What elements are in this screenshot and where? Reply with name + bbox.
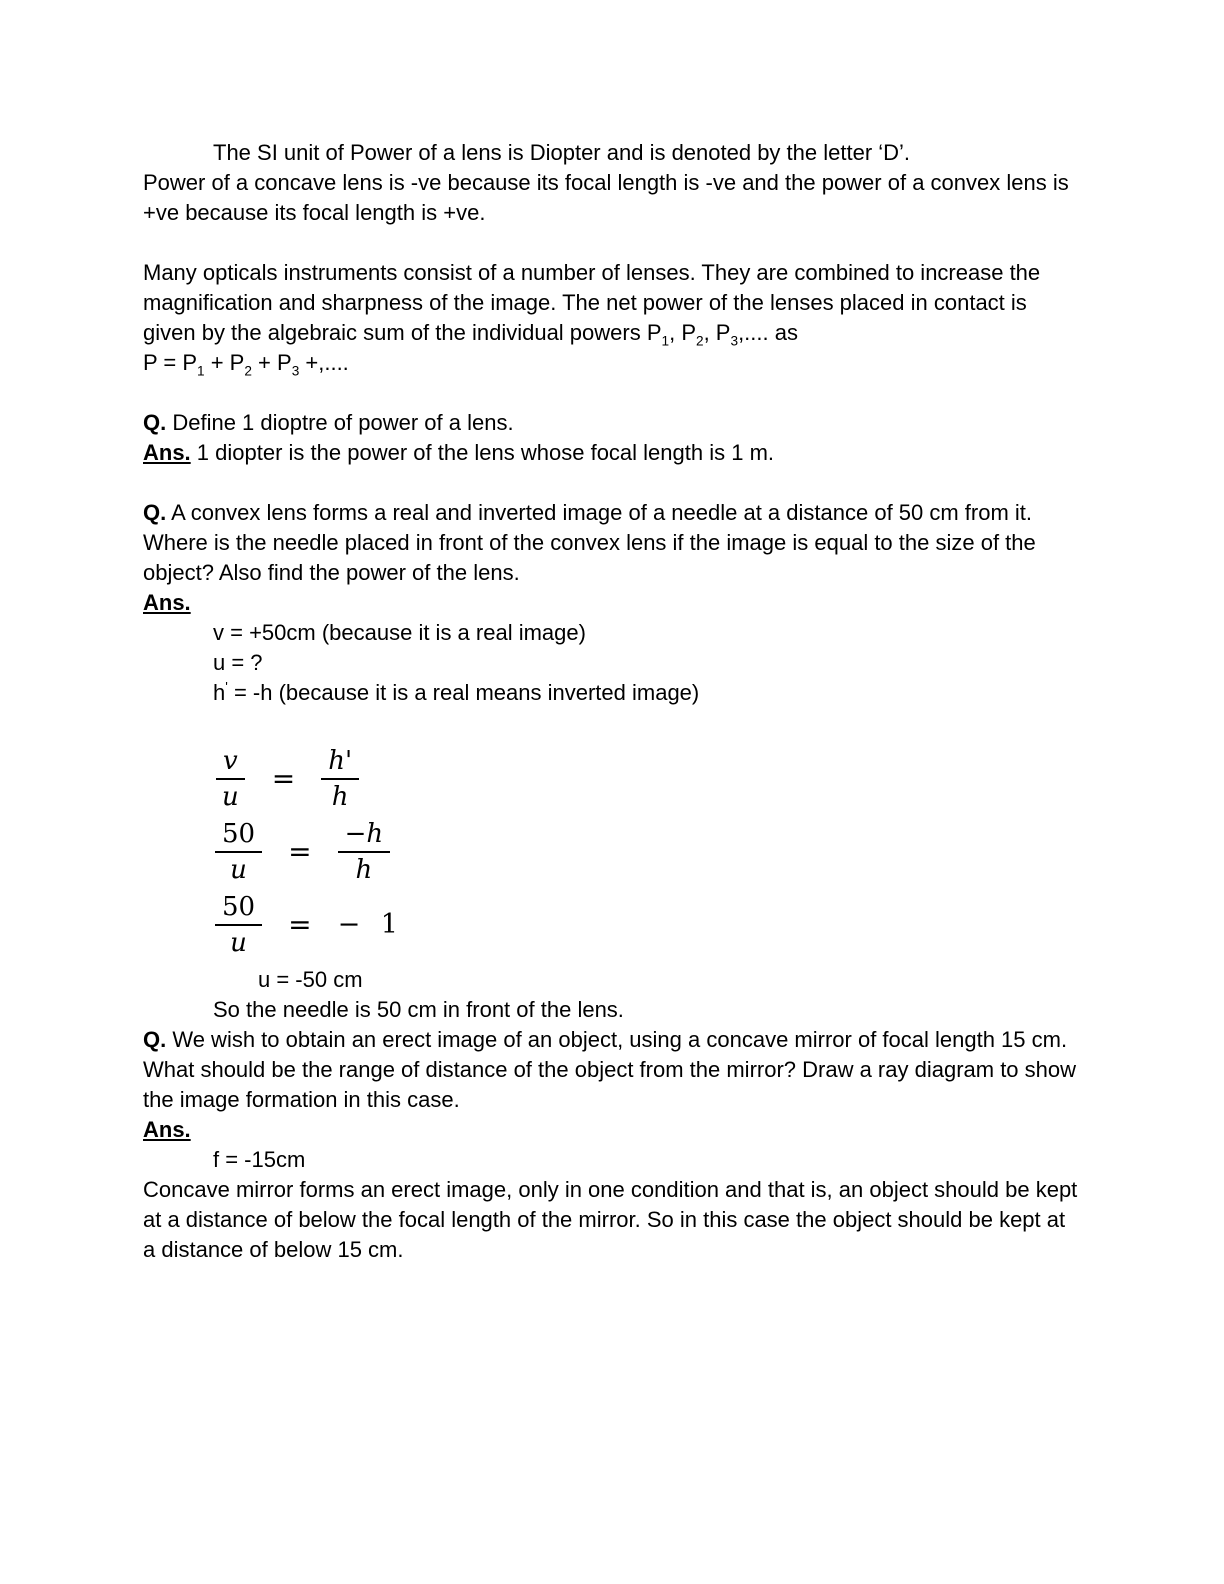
equals-sign: =	[271, 762, 296, 795]
fraction-denominator: u	[230, 928, 247, 958]
blank-line	[143, 708, 1079, 738]
equation-row-3	[143, 892, 1079, 958]
blank-line	[143, 228, 1079, 258]
given-u: u = ?	[213, 650, 263, 675]
intro-line	[143, 138, 1079, 168]
equals-sign: =	[288, 908, 312, 941]
equation-row-2	[143, 819, 1079, 885]
power-sum-formula: $P = P_1 + P_2 + P_3$ +,....	[143, 350, 349, 379]
fraction-50-over-u	[215, 819, 262, 885]
question-mirror	[143, 1025, 1079, 1115]
fraction-numerator: 50	[215, 892, 262, 926]
question-text: A convex lens forms a real and inverted image of a needle at a distance of 50 cm from it. Where is the needle placed in front of the convex lens if the image is equal to the size of the object? Also find the power of the lens.	[143, 500, 1036, 585]
mirror-conclusion: Concave mirror forms an erect image, only in one condition and that is, an object should be kept at a distance of below the focal length of the mirror. So in this case the object should be kept at a distance of below 15 cm.	[143, 1177, 1078, 1262]
answer-mirror-label	[143, 1115, 1079, 1145]
given-f: f = -15cm	[213, 1147, 306, 1172]
question-label: Q.	[143, 410, 167, 435]
fraction-numerator: 50	[215, 819, 262, 853]
blank-line	[143, 378, 1079, 408]
question-label: Q.	[143, 1027, 167, 1052]
fraction-denominator: h	[331, 782, 349, 812]
blank-line	[143, 468, 1079, 498]
equation-row-1	[143, 746, 1079, 812]
question-needle	[143, 498, 1079, 588]
equals-sign: =	[288, 835, 312, 868]
answer-label: Ans.	[143, 1117, 191, 1142]
answer-label: Ans.	[143, 440, 191, 465]
answer-needle-label	[143, 588, 1079, 618]
given-v: v = +50cm (because it is a real image)	[213, 620, 586, 645]
fraction-denominator: u	[230, 855, 247, 885]
question-text: Define 1 dioptre of power of a lens.	[166, 410, 514, 435]
question-dioptre	[143, 408, 1079, 438]
given-h: h' = -h (because it is a real means inverted image)	[213, 679, 700, 705]
answer-label: Ans.	[143, 590, 191, 615]
fraction-denominator: u	[222, 782, 239, 812]
lens-combination-paragraph: Many opticals instruments consist of a number of lenses. They are combined to increase the magnification and sharpness of the image. The net power of the lenses placed in contact is given by the algebraic sum of the individual powers $P_1$, $P_2$, $P_3$,.... as	[143, 260, 1041, 349]
question-text: We wish to obtain an erect image of an object, using a concave mirror of focal length 15 cm. What should be the range of distance of the object from the mirror? Draw a ray diagram to show the image formation in this case.	[143, 1027, 1077, 1112]
magnification-equations	[143, 746, 1079, 958]
needle-conclusion: So the needle is 50 cm in front of the lens.	[213, 997, 624, 1022]
fraction-numerator: h'	[321, 746, 359, 780]
fraction-numerator: v	[216, 746, 245, 780]
fraction-denominator: h	[355, 855, 373, 885]
intro-line-text: The SI unit of Power of a lens is Diopter and is denoted by the letter ‘D’.	[213, 140, 911, 165]
result-u: u = -50 cm	[258, 967, 363, 992]
answer-text: 1 diopter is the power of the lens whose focal length is 1 m.	[190, 440, 775, 465]
fraction-hprime-over-h	[321, 746, 359, 812]
question-label: Q.	[143, 500, 167, 525]
fraction-v-over-u	[215, 746, 246, 812]
fraction-50-over-u	[215, 892, 262, 958]
fraction-numerator: −h	[338, 819, 391, 853]
fraction-minush-over-h	[338, 819, 391, 885]
sign-convention-paragraph: Power of a concave lens is -ve because its focal length is -ve and the power of a convex lens is +ve because its focal length is +ve.	[143, 170, 1069, 225]
equation-result: − 1	[337, 909, 404, 940]
answer-dioptre	[143, 438, 1079, 468]
